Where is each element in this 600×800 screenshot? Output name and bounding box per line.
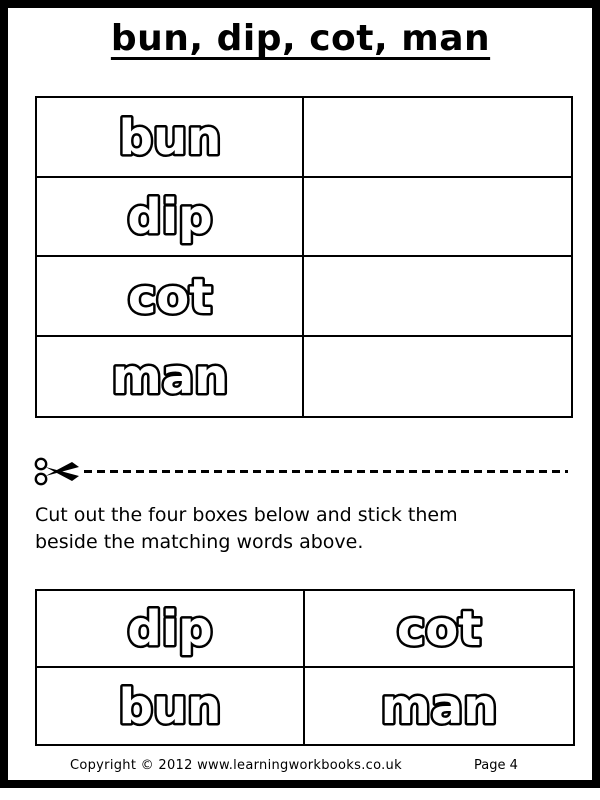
matching-table: [35, 96, 573, 418]
outline-word: [319, 596, 559, 660]
outline-word: [50, 264, 290, 328]
answer-cell: [304, 257, 571, 337]
outline-word: [50, 344, 290, 408]
scissors-icon: [33, 455, 81, 488]
cutout-cell: [37, 668, 305, 745]
word-cell: [37, 257, 304, 337]
page-number: Page 4: [474, 758, 518, 773]
outline-word-text: man: [380, 678, 498, 735]
cutout-cell: [305, 668, 573, 745]
page-title: bun, dip, cot, man: [110, 18, 491, 59]
word-cell: [37, 178, 304, 258]
outline-word: [50, 674, 290, 738]
word-cell: [37, 98, 304, 178]
outline-word-text: dip: [126, 189, 213, 246]
answer-cell: [304, 337, 571, 417]
outline-word-text: bun: [118, 109, 221, 166]
cutout-table: [35, 589, 575, 746]
answer-cell: [304, 98, 571, 178]
answer-cell: [304, 178, 571, 258]
outline-word-text: dip: [127, 601, 213, 658]
outline-word: [50, 105, 290, 169]
word-cell: [37, 337, 304, 417]
cutout-cell: [305, 591, 573, 668]
outline-word-text: cot: [127, 268, 212, 325]
outline-word: [50, 184, 290, 248]
instructions-line-1: Cut out the four boxes below and stick them: [35, 504, 458, 526]
outline-word: [319, 674, 559, 738]
cutout-cell: [37, 591, 305, 668]
instructions-line-2: beside the matching words above.: [35, 531, 364, 553]
outline-word-text: man: [111, 349, 228, 406]
outline-word-text: cot: [396, 601, 482, 658]
instructions: [35, 502, 458, 556]
outline-word-text: bun: [118, 678, 222, 735]
outline-word: [50, 596, 290, 660]
copyright-text: Copyright © 2012 www.learningworkbooks.co.uk: [70, 758, 402, 773]
dashed-cut-line: [84, 470, 568, 473]
